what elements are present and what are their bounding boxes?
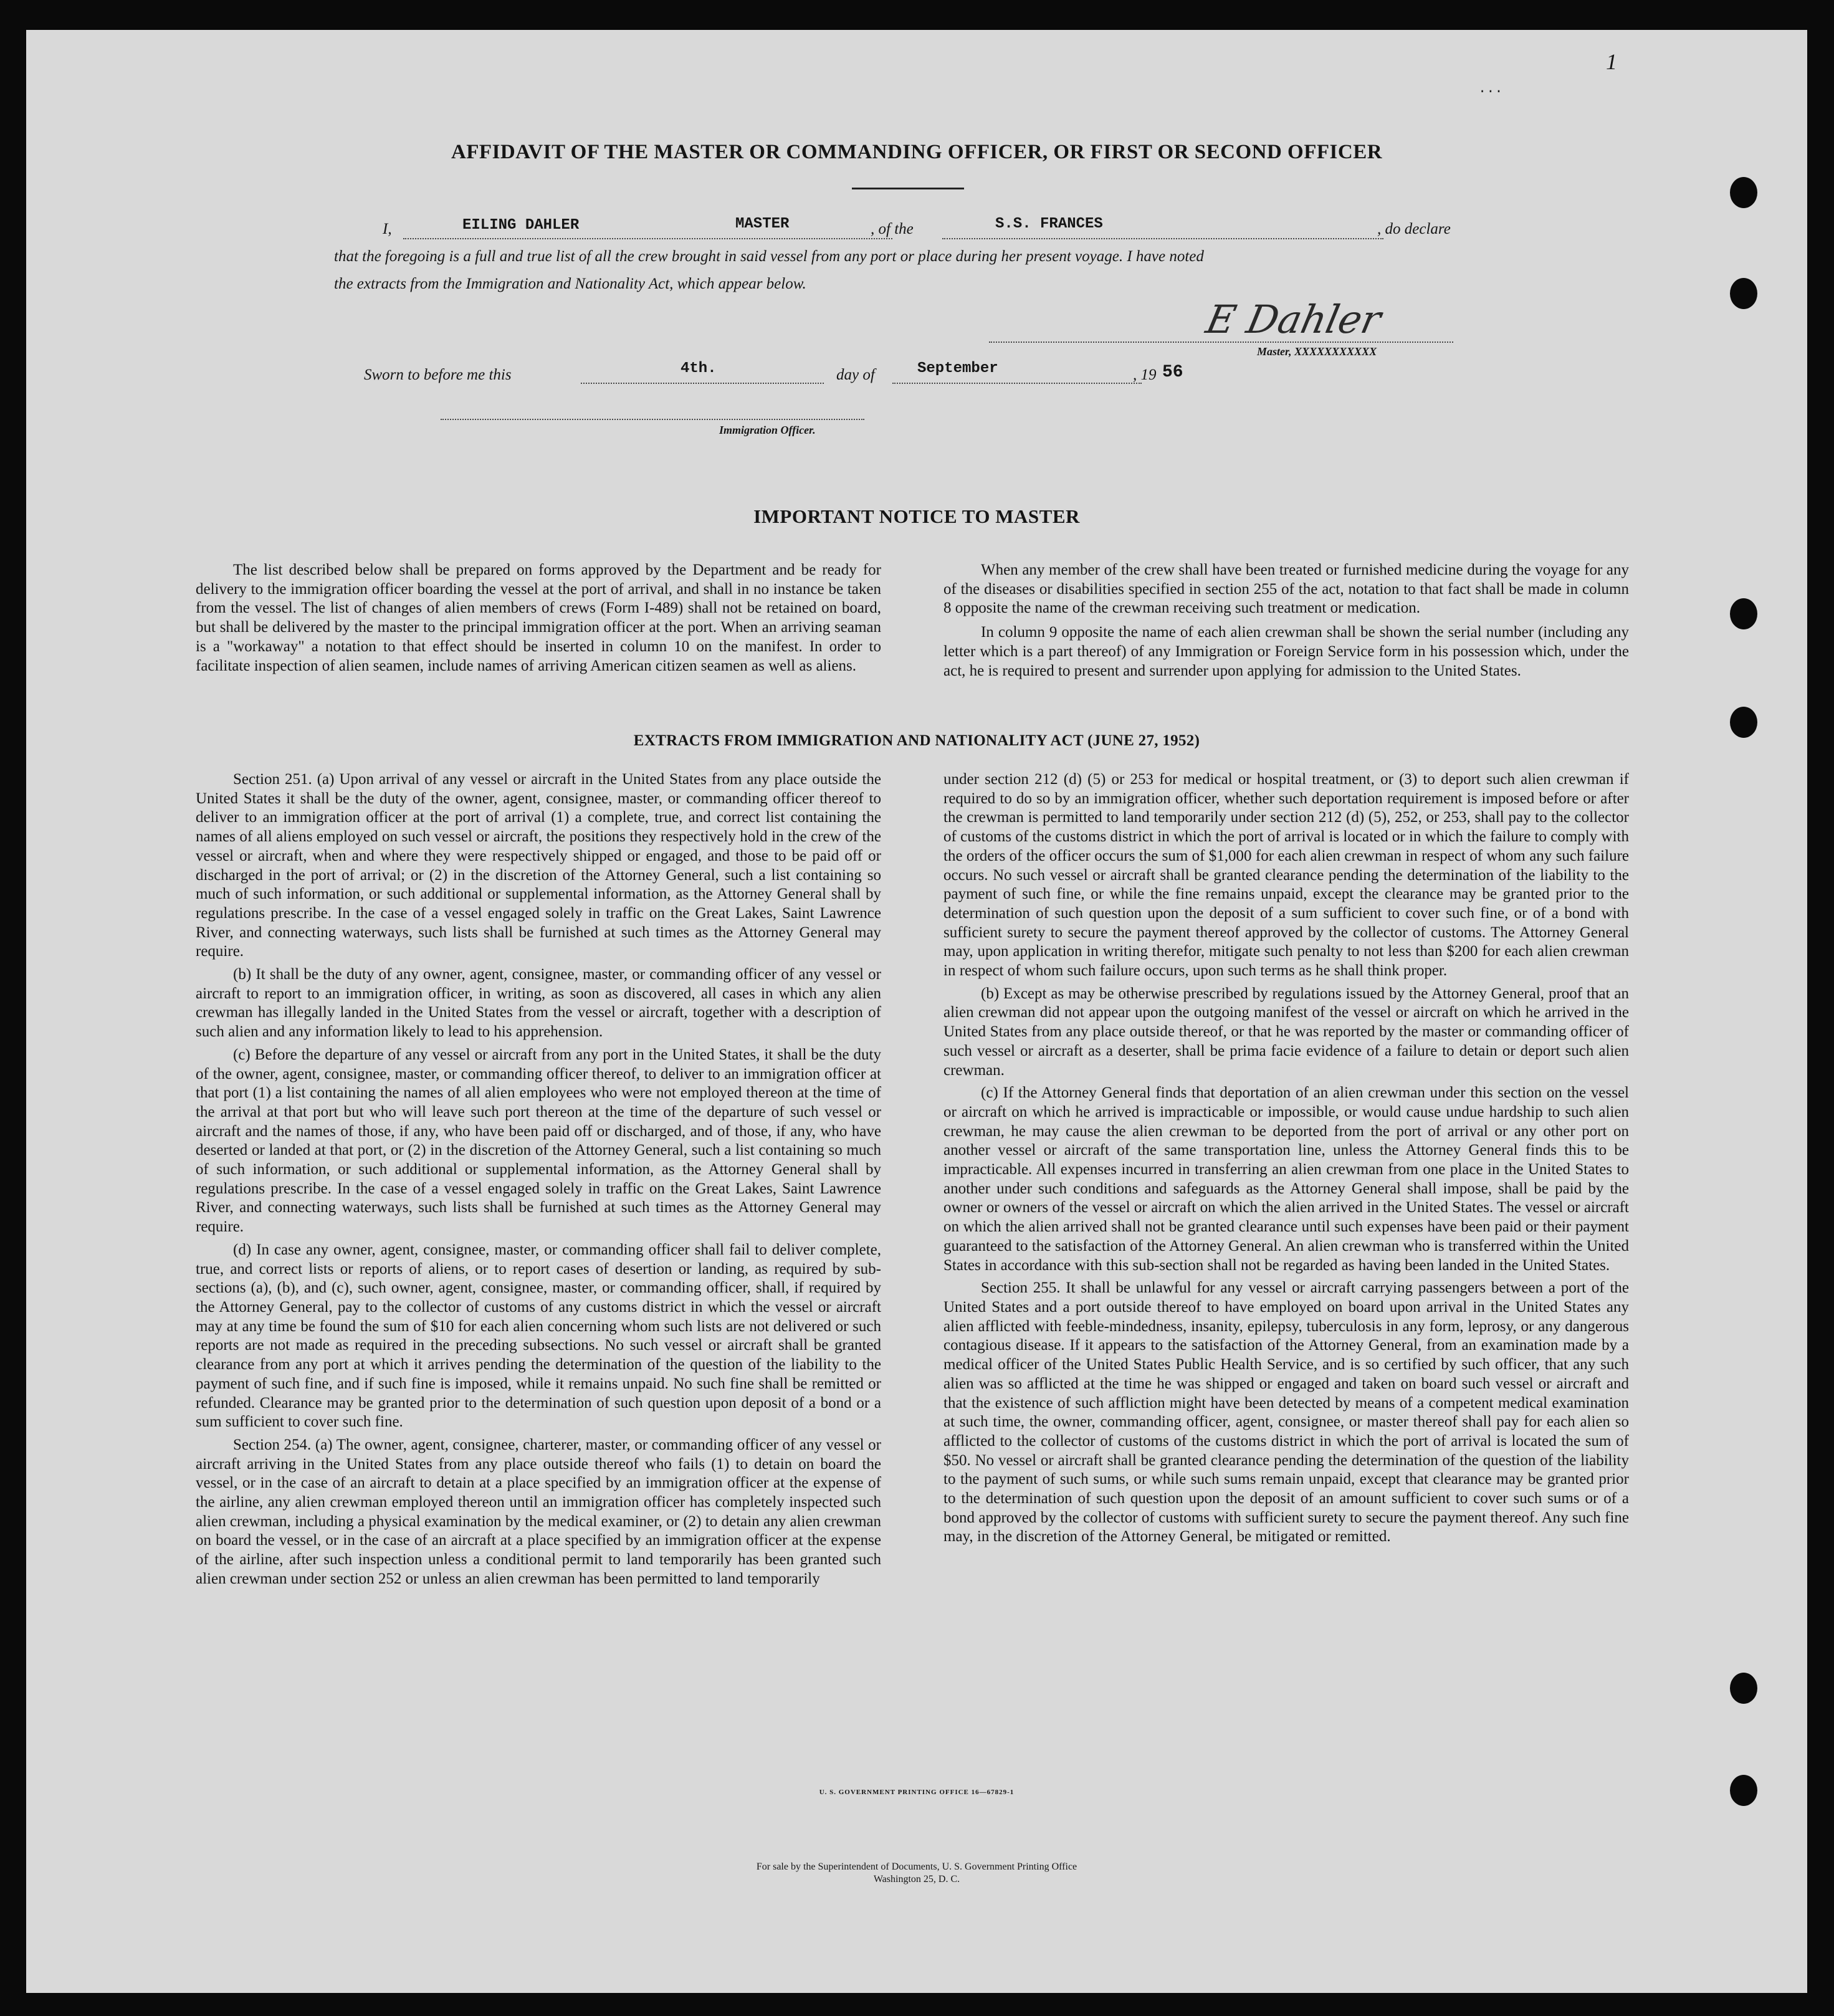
notice-right-column <box>943 561 1629 681</box>
gpo-imprint: U. S. GOVERNMENT PRINTING OFFICE 16—67829-1 <box>819 1789 1015 1796</box>
document-page <box>26 30 1807 1993</box>
section-254-a-continued: under section 212 (d) (5) or 253 for medical or hospital treatment, or (3) to deport such alien crewman if required to do so by an immigration officer, whether such deportation requirement is imposed before or after the crewman is permitted to land temporarily under section 212 (d) (5), 252, or 253, shall pay to the collector of customs of the customs district in which the port of arrival is located or in which the failure to comply with the orders of the officer occurs the sum of $1,000 for each alien crewman in respect of whom any such failure occurs. No such vessel or aircraft shall be granted clearance pending the determination of the liability to the payment of such fine, or while the fine remains unpaid, except the clearance may be granted prior to the determination of such question upon the deposit of a sum sufficient to cover such fine, or of a bond with sufficient surety to secure the payment thereof approved by the collector of customs. The Attorney General may, upon application in writing therefor, mitigate such penalty to not less than $200 for each alien crewman in respect of whom such failure occurs, upon such terms as he shall think proper. <box>943 771 1629 980</box>
notice-title: IMPORTANT NOTICE TO MASTER <box>753 505 1080 527</box>
sale-notice <box>26 1861 1807 1886</box>
notice-left-paragraph: The list described below shall be prepared on forms approved by the Department and be ready for delivery to the immigration officer boarding the vessel at the port of arrival, and shall in no instance be taken from the vessel. The list of changes of alien members of crews (Form I-489) shall not be retained on board, but shall be delivered by the master to the principal immigration officer at the port. When an arriving seaman is a "workaway" a notation to that effect should be inserted in column 10 on the manifest. In order to facilitate inspection of alien seamen, include names of arriving American citizen seamen as well as aliens. <box>196 561 881 674</box>
sworn-label: Sworn to before me this <box>364 366 512 383</box>
corner-mark: ... <box>1478 81 1503 97</box>
section-251-b: (b) It shall be the duty of any owner, agent, consignee, master, or commanding officer of any vessel or aircraft to report to an immigration officer, in writing, as soon as discovered, all cases in which any alien crewman has illegally landed in the United States from the vessel or aircraft, together with a description of such alien and any information likely to lead to his apprehension. <box>196 966 881 1041</box>
punch-hole <box>1730 177 1757 208</box>
affidavit-title: AFFIDAVIT OF THE MASTER OR COMMANDING OFFICER, OR FIRST OR SECOND OFFICER <box>451 141 1383 163</box>
master-name-field: EILING DAHLER <box>462 217 580 234</box>
notice-right-paragraph-1: When any member of the crew shall have been treated or furnished medicine during the voyage for any of the diseases or disabilities specified in section 255 of the act, notation to that fact shall be made in column 8 opposite the name of the crewman receiving such treatment or medication. <box>943 561 1629 617</box>
punch-hole <box>1730 278 1757 309</box>
year-prefix: , 19 <box>1133 366 1157 383</box>
sworn-year-field: 56 <box>1162 363 1183 382</box>
extracts-right-column <box>943 770 1629 1547</box>
section-251-d: (d) In case any owner, agent, consignee, master, or commanding officer shall fail to deliver complete, true, and correct lists or reports of aliens, or to report cases of desertion or landing, as required by sub-sections (a), (b), and (c), such owner, agent, consignee, master, or commanding officer, shall, if required by the Attorney General, pay to the collector of customs of any customs district in which the vessel or aircraft may at any time be found the sum of $10 for each alien concerning whom such lists are not delivered or such reports are not made as required in the preceding subsections. No such vessel or aircraft shall be granted clearance from any port at which it arrives pending the determination of the question of the liability to the payment of such fine, and if such fine is imposed, while it remains unpaid. No such fine shall be remitted or refunded. Clearance may be granted prior to the determination of such question upon deposit of a bond or a sum sufficient to cover such fine. <box>196 1241 881 1431</box>
sale-line-1: For sale by the Superintendent of Documents, U. S. Government Printing Office <box>756 1861 1077 1872</box>
extracts-left-column <box>196 770 881 1589</box>
immigration-officer-label: Immigration Officer. <box>719 424 816 436</box>
notice-right-paragraph-2: In column 9 opposite the name of each alien crewman shall be shown the serial number (including any letter which is a part thereof) of any Immigration or Foreign Service form in his possession which, under the act, he is required to present and surrender upon applying for admission to the United States. <box>943 624 1629 679</box>
notice-left-column <box>196 561 881 676</box>
section-251-a: Section 251. (a) Upon arrival of any vessel or aircraft in the United States from any place outside the United States it shall be the duty of the owner, agent, consignee, master, or commanding officer thereof to deliver to an immigration officer at the port of arrival (1) a complete, true, and correct list containing the names of all aliens employed on such vessel or aircraft, the positions they respectively hold in the crew of the vessel or aircraft, when and where they were respectively shipped or engaged, and those to be paid off or discharged in the port of arrival; or (2) in the discretion of the Attorney General, such a list containing so much of such information, or such additional or supplemental information, as the Attorney General shall by regulations prescribe. In the case of a vessel engaged solely in traffic on the Great Lakes, Saint Lawrence River, and connecting waterways, such lists shall be furnished at such times as the Attorney General may require. <box>196 771 881 960</box>
vessel-name-field: S.S. FRANCES <box>995 216 1103 232</box>
do-declare-label: , do declare <box>1377 221 1451 237</box>
section-251-c: (c) Before the departure of any vessel or aircraft from any port in the United States, it shall be the duty of the owner, agent, consignee, master, or commanding officer thereof, to deliver to an immigration officer at that port (1) a list containing the names of all alien employees who were not employed thereon at the time of the arrival at that port but who will leave such port thereon at the time of the departure of such vessel or aircraft and the names of those, if any, who have been paid off or discharged, and of those, if any, who have deserted or landed at that port, or (2) in the discretion of the Attorney General, such a list containing so much of such information, or such additional or supplemental information, as the Attorney General shall by regulations prescribe. In the case of a vessel engaged solely in traffic on the Great Lakes, Saint Lawrence River, and connecting waterways, such lists shall be furnished at such times as the Attorney General may require. <box>196 1046 881 1236</box>
master-signature: E Dahler <box>1202 297 1385 342</box>
sworn-month-field: September <box>917 360 998 377</box>
section-254-a: Section 254. (a) The owner, agent, consignee, charterer, master, or commanding officer of any vessel or aircraft arriving in the United States from any place outside thereof who fails (1) to detain on board the vessel, or in the case of an aircraft to detain at a place specified by an immigration officer at the expense of the airline, any alien crewman employed thereon until an immigration officer has completely inspected such alien crewman, including a physical examination by the medical examiner, or (2) to detain any alien crewman on board the vessel, or in the case of an aircraft at a place specified by an immigration officer at the expense of the airline, after such inspection unless a conditional permit to land temporarily has been granted such alien crewman under section 252 or unless an alien crewman has been permitted to land temporarily <box>196 1436 881 1587</box>
page-mark: 1 <box>1606 49 1617 74</box>
prefix-i: I, <box>383 221 392 237</box>
rank-field: MASTER <box>735 216 790 232</box>
declaration-line-2: the extracts from the Immigration and Nationality Act, which appear below. <box>334 275 806 292</box>
punch-hole <box>1730 1673 1757 1704</box>
extracts-title: EXTRACTS FROM IMMIGRATION AND NATIONALITY ACT (JUNE 27, 1952) <box>633 732 1200 749</box>
of-the-label: , of the <box>871 221 914 237</box>
sworn-day-field: 4th. <box>681 360 717 377</box>
master-label: Master, XXXXXXXXXXX <box>1257 345 1377 358</box>
section-255: Section 255. It shall be unlawful for any vessel or aircraft carrying passengers between a port of the United States and a port outside thereof to have employed on board upon arrival in the United States any alien afflicted with feeble-mindedness, insanity, epilepsy, tuberculosis in any form, leprosy, or any dangerous contagious disease. If it appears to the satisfaction of the Attorney General, from an examination made by a medical officer of the United States Public Health Service, and is so certified by such officer, that any such alien was so afflicted at the time he was shipped or engaged and taken on board such vessel or aircraft and that the existence of such affliction might have been detected by means of a competent medical examination at such time, the owner, commanding officer, agent, consignee, or master thereof shall pay for each alien so afflicted to the collector of customs of the customs district in which the port of arrival is located the sum of $50. No vessel or aircraft shall be granted clearance pending the determination of the question of the liability to the payment of such sums, or while such sums remain unpaid, except that clearance may be granted prior to the determination of such question upon the deposit of an amount sufficient to cover such sums or of a bond approved by the collector of customs with sufficient surety to secure the payment thereof. Any such fine may, in the discretion of the Attorney General, be mitigated or remitted. <box>943 1279 1629 1545</box>
day-of-label: day of <box>836 366 875 383</box>
declaration-line-1: that the foregoing is a full and true list of all the crew brought in said vessel from any port or place during her present voyage. I have noted <box>334 248 1204 265</box>
sale-line-2: Washington 25, D. C. <box>873 1874 960 1885</box>
title-rule <box>852 188 964 189</box>
section-254-c: (c) If the Attorney General finds that deportation of an alien crewman under this section on the vessel or aircraft on which he arrived is impracticable or impossible, or would cause undue hardship to such alien crewman, he may cause the alien crewman to be deported from the port of arrival or any other port on another vessel or aircraft of the same transportation line, unless the Attorney General finds this to be impracticable. All expenses incurred in transferring an alien crewman from one place in the United States to another under such conditions and safeguards as the Attorney General shall impose, shall be paid by the owner or owners of the vessel or aircraft on which the alien arrived in the United States. The vessel or aircraft on which the alien arrived shall not be granted clearance until such expenses have been paid or their payment guaranteed to the satisfaction of the Attorney General. An alien crewman who is transferred within the United States in accordance with this sub-section shall not be regarded as having been landed in the United States. <box>943 1084 1629 1274</box>
punch-hole <box>1730 598 1757 629</box>
section-254-b: (b) Except as may be otherwise prescribed by regulations issued by the Attorney General, proof that an alien crewman did not appear upon the outgoing manifest of the vessel or aircraft on which he arrived in the United States from any place outside thereof, or that he was reported by the master or commanding officer of such vessel or aircraft as a deserter, shall be prima facie evidence of a failure to detain or deport such alien crewman. <box>943 985 1629 1079</box>
